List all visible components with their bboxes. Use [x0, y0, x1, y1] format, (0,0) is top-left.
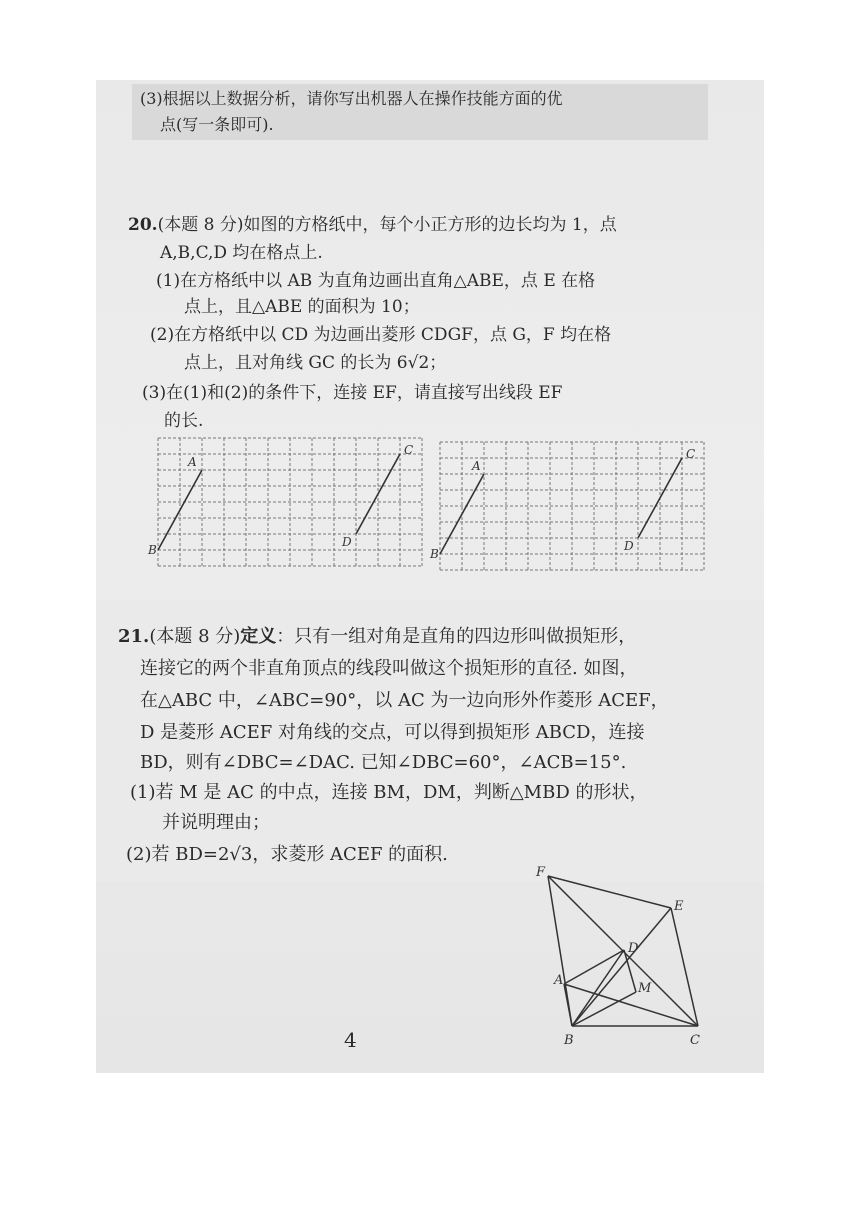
q20-part2-line1: (2)在方格纸中以 CD 为边画出菱形 CDGF，点 G，F 均在格: [150, 325, 612, 345]
q21-part1-line2: 并说明理由；: [162, 812, 270, 833]
q19-part3-line2: 点(写一条即可).: [160, 115, 274, 134]
q21-line5: BD，则有∠DBC=∠DAC. 已知∠DBC=60°，∠ACB=15°.: [140, 752, 627, 773]
fig-label-b: B: [564, 1033, 574, 1048]
q21-line1-text: ：只有一组对角是直角的四边形叫做损矩形，: [276, 626, 637, 647]
q20-score: (本题 8 分): [157, 215, 244, 235]
q20-stem-line1: 如图的方格纸中，每个小正方形的边长均为 1，点: [243, 215, 617, 235]
grid-paper-left: [148, 434, 428, 570]
rhombus-figure: [528, 860, 728, 1050]
fig-label-c: C: [690, 1033, 700, 1048]
grid1-label-c: C: [404, 443, 414, 457]
q21-score: (本题 8 分): [149, 626, 241, 647]
grid1-label-b: B: [148, 543, 157, 557]
grid1-label-a: A: [188, 455, 197, 469]
fig-label-m: M: [638, 981, 652, 996]
q20-part2-line2: 点上，且对角线 GC 的长为 6√2；: [184, 353, 447, 373]
q20-part3-line1: (3)在(1)和(2)的条件下，连接 EF，请直接写出线段 EF: [142, 383, 563, 403]
grid-paper-right: [430, 438, 710, 574]
q20-number: 20.: [128, 215, 158, 235]
q21-line3: 在△ABC 中，∠ABC=90°，以 AC 为一边向形外作菱形 ACEF，: [140, 690, 669, 711]
fig-label-f: F: [536, 865, 546, 880]
q21-number: 21.: [118, 626, 150, 647]
q21-line1: [118, 624, 636, 650]
grid1-label-d: D: [342, 535, 352, 549]
q20-stem-line2: A,B,C,D 均在格点上.: [160, 243, 323, 263]
q19-part3-line1: (3)根据以上数据分析，请你写出机器人在操作技能方面的优: [140, 89, 563, 108]
q21-line4: D 是菱形 ACEF 对角线的交点，可以得到损矩形 ABCD，连接: [140, 722, 645, 743]
scanned-page-photo: [96, 80, 764, 1073]
q21-line2: 连接它的两个非直角顶点的线段叫做这个损矩形的直径. 如图，: [140, 658, 638, 679]
q20-stem: [128, 212, 617, 238]
grid2-label-b: B: [430, 547, 439, 561]
q20-part3-line2: 的长.: [164, 411, 204, 431]
fig-label-a: A: [554, 973, 564, 988]
q21-part2: (2)若 BD=2√3，求菱形 ACEF 的面积.: [126, 844, 448, 865]
grid2-label-c: C: [686, 447, 696, 461]
q21-definition-label: 定义: [240, 626, 277, 647]
page-number: 4: [344, 1028, 357, 1052]
q21-part1-line1: (1)若 M 是 AC 的中点，连接 BM，DM，判断△MBD 的形状，: [130, 782, 648, 803]
grid2-label-a: A: [472, 459, 481, 473]
q20-part1-line2: 点上，且△ABE 的面积为 10；: [184, 297, 420, 317]
fig-label-d: D: [628, 941, 639, 956]
q20-part1-line1: (1)在方格纸中以 AB 为直角边画出直角△ABE，点 E 在格: [156, 271, 596, 291]
grid2-label-d: D: [624, 539, 634, 553]
fig-label-e: E: [674, 899, 684, 914]
